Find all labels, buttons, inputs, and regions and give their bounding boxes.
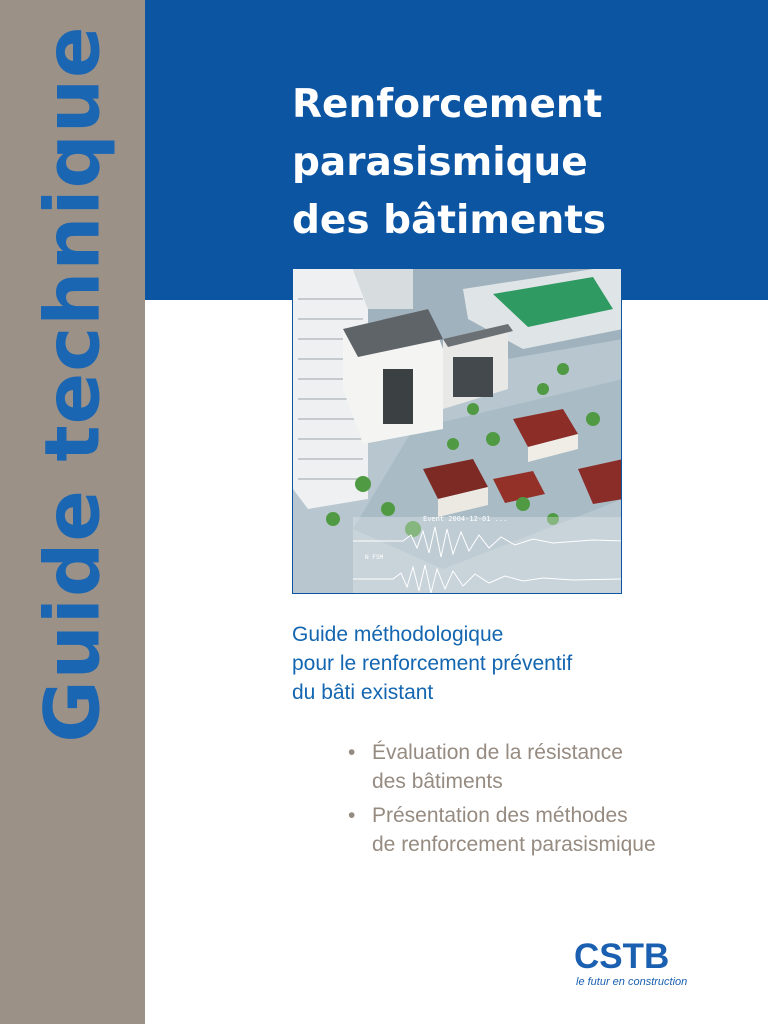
- subtitle-line: pour le renforcement préventif: [292, 652, 573, 675]
- cover-photo: [292, 268, 622, 594]
- subtitle-line: du bâti existant: [292, 681, 434, 704]
- page-title: [292, 76, 606, 250]
- subtitle: [292, 620, 572, 707]
- subtitle-line: Guide méthodologique: [292, 623, 504, 646]
- bullet-item: [348, 738, 656, 796]
- title-line: des bâtiments: [292, 198, 607, 243]
- logo-tagline: le futur en construction: [576, 976, 688, 988]
- cstb-logo: [574, 938, 694, 994]
- seismo-label: N FSM: [365, 554, 384, 561]
- title-line: Renforcement: [292, 82, 603, 127]
- spine-band: [0, 0, 145, 1024]
- spine-title: Guide technique: [27, 25, 117, 743]
- bullet-marker: •: [348, 741, 356, 764]
- bullet-item: [348, 801, 656, 859]
- bullet-marker: •: [348, 804, 356, 827]
- seismo-header: Event 2004-12-01 ...: [423, 515, 508, 523]
- bullet-line: Présentation des méthodes: [372, 804, 628, 827]
- bullet-line: de renforcement parasismique: [372, 833, 656, 856]
- bullet-list: [348, 738, 656, 864]
- bullet-line: des bâtiments: [372, 770, 503, 793]
- bullet-line: Évaluation de la résistance: [372, 741, 623, 764]
- logo-wordmark: CSTB: [574, 937, 670, 976]
- title-line: parasismique: [292, 140, 588, 185]
